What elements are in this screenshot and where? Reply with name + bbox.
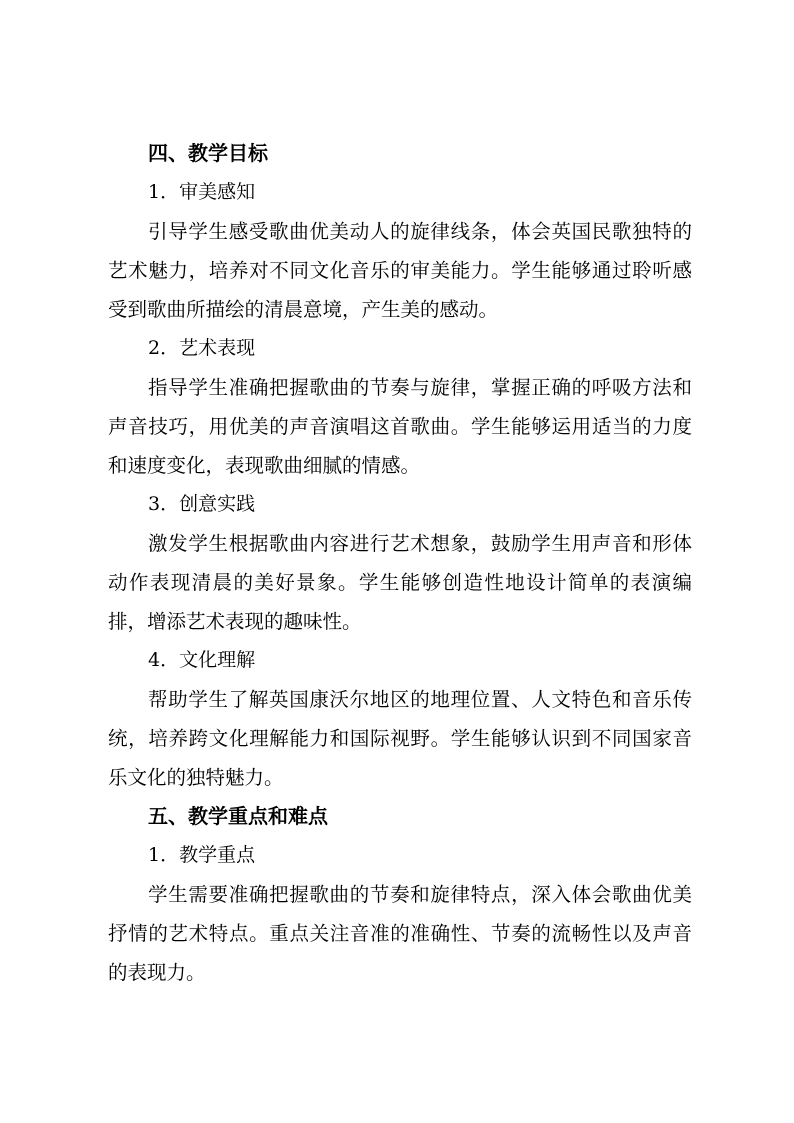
section-heading-teaching-objectives: 四、教学目标: [148, 141, 268, 165]
paragraph-creative-practice: 激发学生根据歌曲内容进行艺术想象，鼓励学生用声音和形体动作表现清晨的美好景象。学生能够创造性地设计简单的表演编排，增添艺术表现的趣味性。: [108, 532, 692, 633]
paragraph-artistic-expression: 指导学生准确把握歌曲的节奏与旋律，掌握正确的呼吸方法和声音技巧，用优美的声音演唱这首歌曲。学生能够运用适当的力度和速度变化，表现歌曲细腻的情感。: [108, 376, 692, 477]
subheading-creative-practice: 3．创意实践: [148, 493, 256, 515]
subheading-cultural-understanding: 4．文化理解: [148, 649, 256, 671]
subheading-artistic-expression: 2．艺术表现: [148, 337, 256, 359]
paragraph-aesthetic-perception: 引导学生感受歌曲优美动人的旋律线条，体会英国民歌独特的艺术魅力，培养对不同文化音乐的审美能力。学生能够通过聆听感受到歌曲所描绘的清晨意境，产生美的感动。: [108, 220, 692, 321]
subheading-aesthetic-perception: 1．审美感知: [148, 181, 256, 203]
subheading-teaching-key-points: 1．教学重点: [148, 844, 256, 866]
paragraph-cultural-understanding: 帮助学生了解英国康沃尔地区的地理位置、人文特色和音乐传统，培养跨文化理解能力和国际视野。学生能够认识到不同国家音乐文化的独特魅力。: [108, 688, 692, 789]
section-heading-key-points-difficulties: 五、教学重点和难点: [148, 804, 328, 828]
document-body: [108, 134, 692, 992]
paragraph-teaching-key-points: 学生需要准确把握歌曲的节奏和旋律特点，深入体会歌曲优美抒情的艺术特点。重点关注音准的准确性、节奏的流畅性以及声音的表现力。: [108, 883, 692, 984]
